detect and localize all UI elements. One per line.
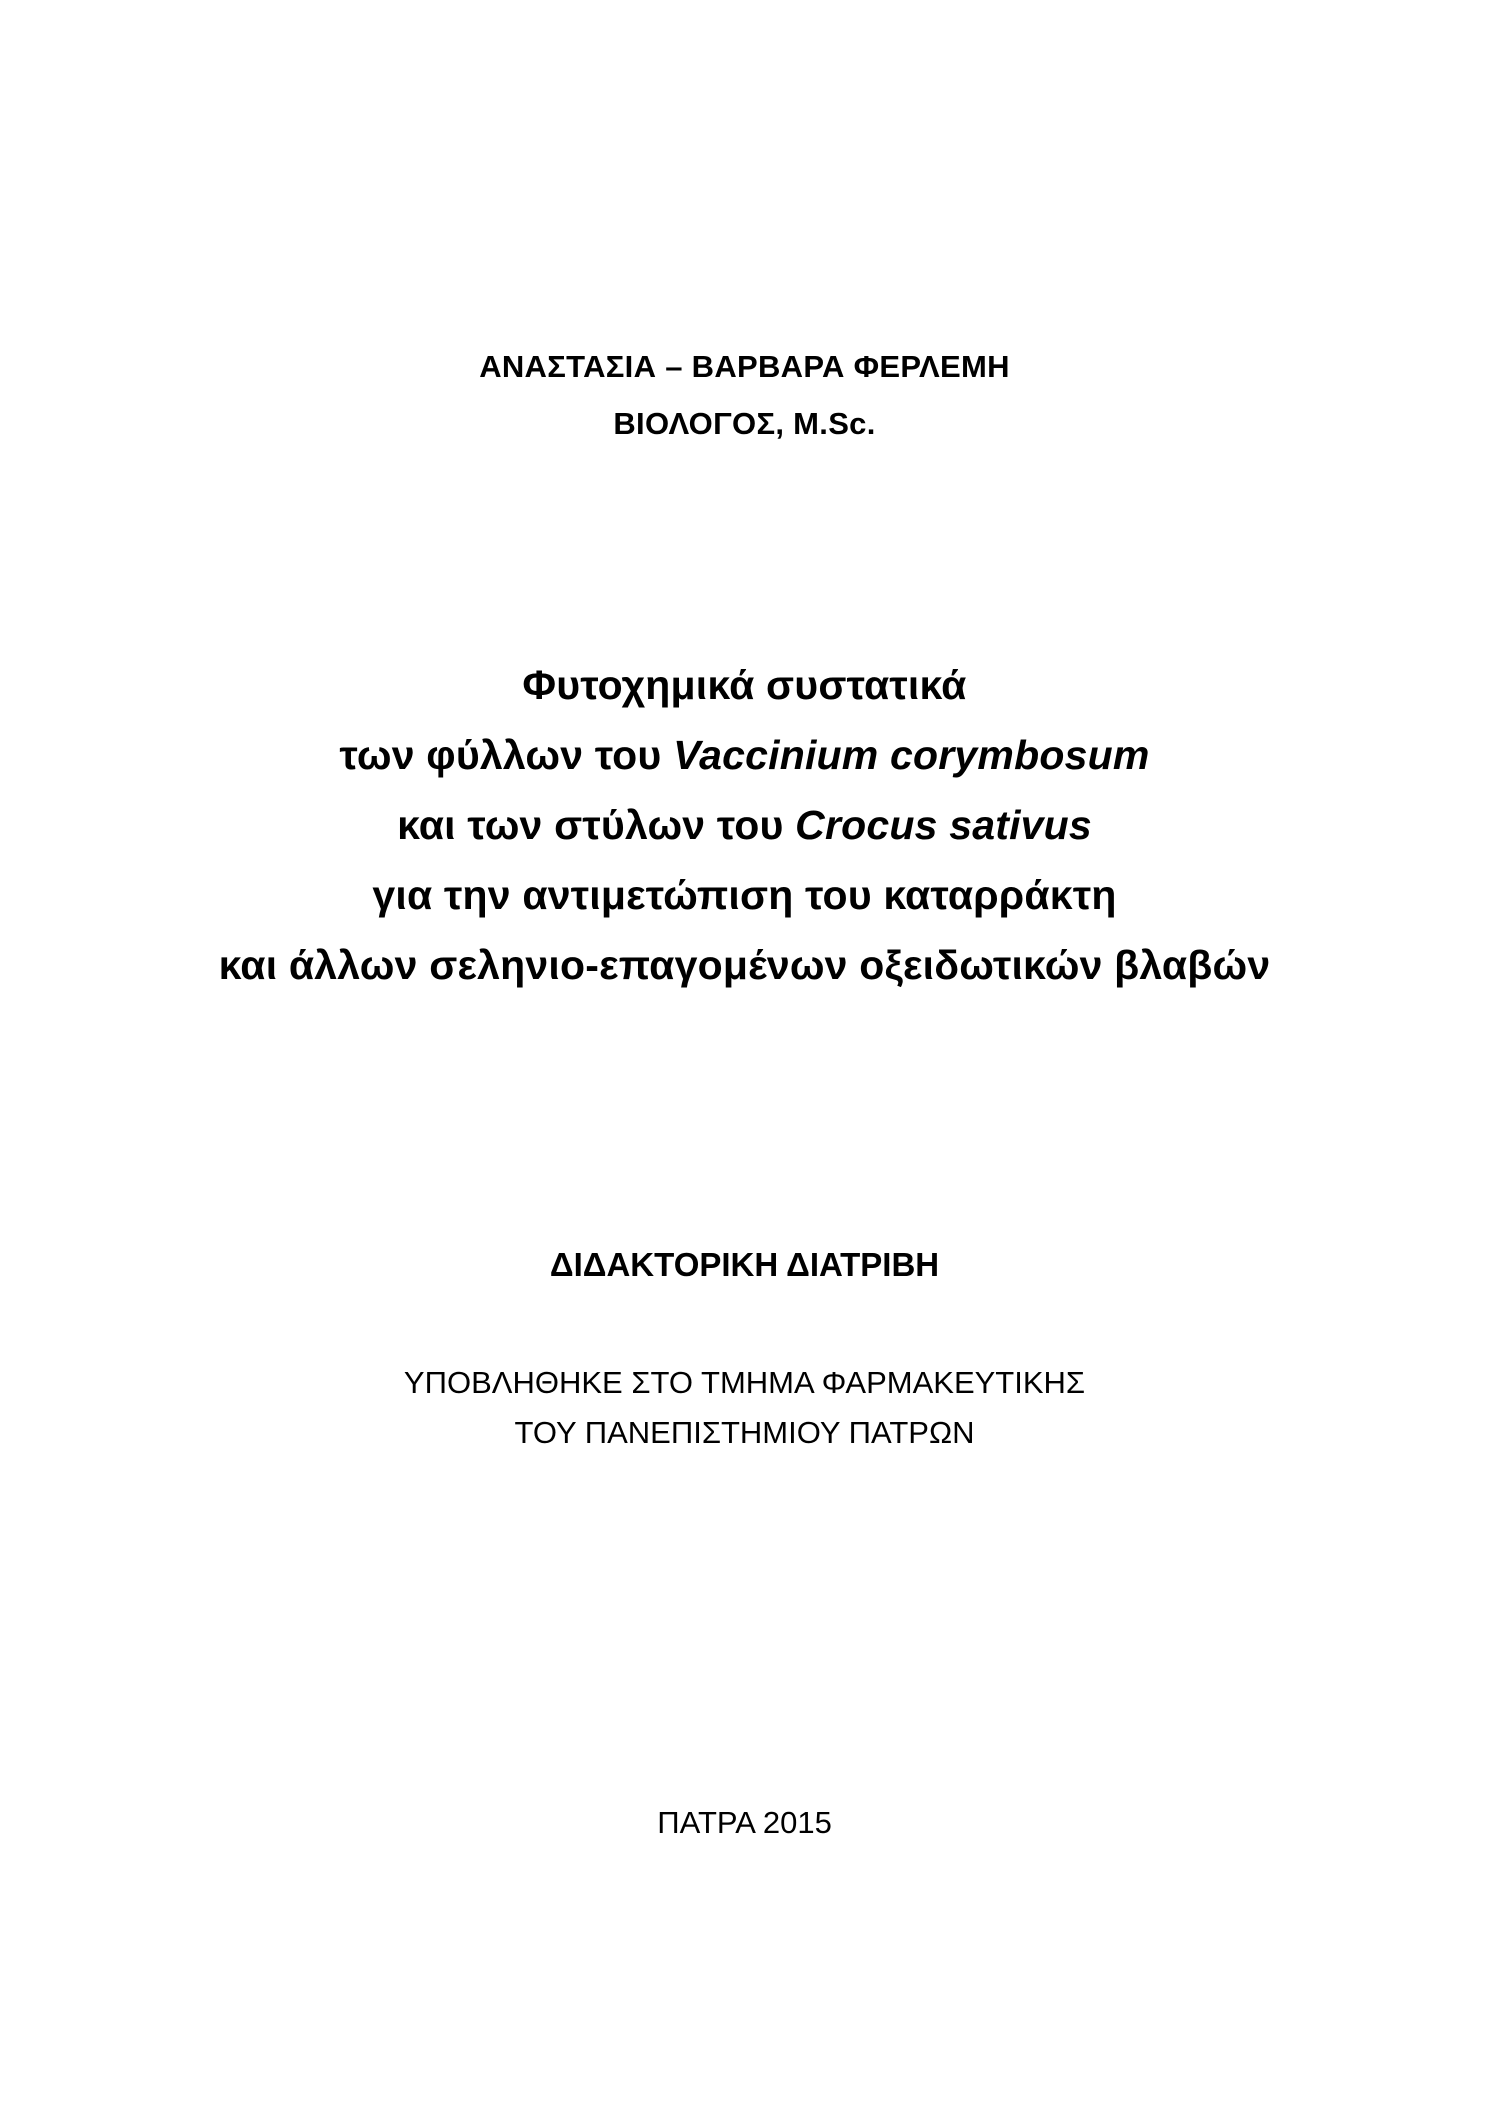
title-line-5: και άλλων σεληνιο-επαγομένων οξειδωτικών βλαβών xyxy=(218,942,1271,988)
document-type-block xyxy=(0,1240,1489,1290)
submitted-line-1: ΥΠΟΒΛΗΘΗΚΕ ΣΤΟ ΤΜΗΜΑ ΦΑΡΜΑΚΕΥΤΙΚΗΣ xyxy=(403,1365,1086,1400)
author-credentials: ΒΙΟΛΟΓΟΣ, M.Sc. xyxy=(613,406,876,441)
title-line-2 xyxy=(0,720,1489,790)
species-name-vaccinium: Vaccinium corymbosum xyxy=(673,732,1150,778)
title-line-1: Φυτοχημικά συστατικά xyxy=(522,662,967,708)
author-name: ΑΝΑΣΤΑΣΙΑ – ΒΑΡΒΑΡΑ ΦΕΡΛΕΜΗ xyxy=(479,349,1010,384)
species-name-crocus: Crocus sativus xyxy=(795,802,1092,848)
document-type: ΔΙΔΑΚΤΟΡΙΚΗ ΔΙΑΤΡΙΒΗ xyxy=(549,1246,940,1283)
place-year-block xyxy=(0,1798,1489,1848)
title-line-4: για την αντιμετώπιση του καταρράκτη xyxy=(372,872,1117,918)
title-line-3 xyxy=(0,790,1489,860)
title-line-3-text: και των στύλων του xyxy=(397,802,796,848)
author-block xyxy=(0,338,1489,452)
submitted-line-2: ΤΟΥ ΠΑΝΕΠΙΣΤΗΜΙΟΥ ΠΑΤΡΩΝ xyxy=(514,1415,975,1450)
submission-block xyxy=(0,1358,1489,1458)
thesis-title xyxy=(0,650,1489,1000)
place-year: ΠΑΤΡΑ 2015 xyxy=(657,1805,832,1840)
title-line-2-text: των φύλλων του xyxy=(339,732,674,778)
